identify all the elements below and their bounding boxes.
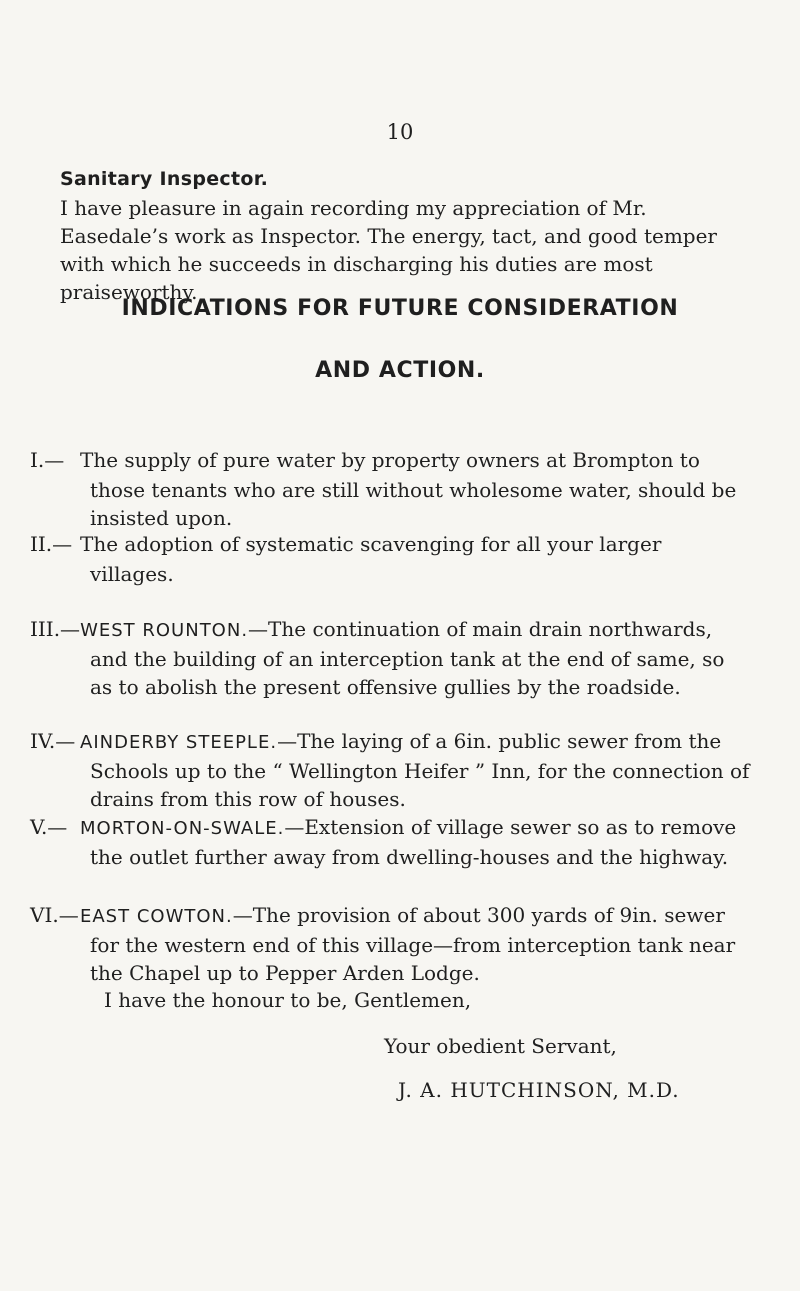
indications-title-line1: INDICATIONS FOR FUTURE CONSIDERATION (121, 296, 679, 321)
item-text: The adoption of systematic scavenging for all your larger villages. (80, 532, 662, 586)
item-text: —The provision of about 300 yards of 9in. sewer for the western end of this village—from interception tank near the Chapel up to Pepper Arden Lodge. (90, 903, 736, 985)
indication-item-5 (30, 813, 750, 871)
signoff: Your obedient Servant, (384, 1034, 617, 1058)
indication-item-4 (30, 727, 750, 813)
item-place: EAST COWTON. (80, 906, 233, 927)
item-text: —Extension of village sewer so as to remove the outlet further away from dwelling-houses and the highway. (90, 815, 737, 869)
signature: J. A. HUTCHINSON, M.D. (398, 1078, 680, 1102)
closing-line: I have the honour to be, Gentlemen, (104, 988, 472, 1012)
indication-item-1 (30, 446, 750, 532)
item-place: WEST ROUNTON. (80, 620, 249, 641)
indication-item-6 (30, 901, 750, 987)
indications-title-line2: AND ACTION. (315, 358, 485, 383)
indication-item-3 (30, 615, 750, 701)
item-number: III.— (30, 617, 81, 641)
item-text: —The continuation of main drain northwards, and the building of an interception tank at the end of same, so as to abolish the present offensive gullies by the roadside. (90, 617, 725, 699)
item-place: AINDERBY STEEPLE. (80, 732, 278, 753)
item-text: —The laying of a 6in. public sewer from the Schools up to the “ Wellington Heifer ” Inn, for the connection of drains from this row of houses. (90, 729, 750, 811)
item-place: MORTON-ON-SWALE. (80, 818, 285, 839)
item-number: VI.— (30, 903, 79, 927)
item-number: IV.— (30, 729, 76, 753)
sanitary-inspector-paragraph: I have pleasure in again recording my appreciation of Mr. Easedale’s work as Inspector. The energy, tact, and good temper with which he succeeds in discharging his duties are most praiseworthy. (60, 196, 717, 304)
item-text: The supply of pure water by property owners at Brompton to those tenants who are still without wholesome water, should be insisted upon. (80, 448, 737, 530)
section-heading-sanitary-inspector: Sanitary Inspector. (60, 168, 269, 190)
item-number: V.— (30, 815, 68, 839)
indication-item-2 (30, 530, 750, 588)
item-number: I.— (30, 448, 65, 472)
page-number: 10 (386, 120, 414, 144)
item-number: II.— (30, 532, 73, 556)
